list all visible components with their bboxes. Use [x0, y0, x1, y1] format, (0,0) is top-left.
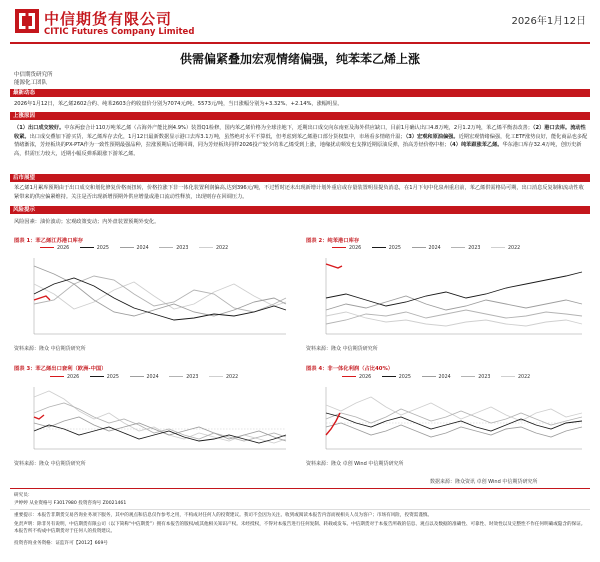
team-label: 能源化工团队 [14, 80, 48, 86]
logic-point-1-label: （1）出口成交较好。 [14, 125, 65, 131]
logic-point-4: 华东港口库存32.4万吨，创历史新高，供需压力较大，近期小幅反弹系跟涨下游苯乙烯。 [14, 142, 582, 157]
logic-point-2-label: （2）港口去库。流动性收紧。 [14, 125, 586, 140]
figure-2-chart [306, 254, 586, 340]
figure-4-chart [306, 383, 586, 455]
section-logic: 上涨原因 [10, 112, 590, 120]
logic-point-4-label: （4）纯苯跟涨苯乙烯。 [449, 142, 503, 149]
institute-label: 中信期货研究所 [14, 72, 53, 78]
section-latest: 最新动态 [10, 89, 590, 97]
figure-3-title: 图表 3：苯乙烯出口套利（欧洲-中国） [14, 366, 107, 372]
figure-3-legend: 2026 2025 2024 2023 2022 [50, 375, 247, 380]
researchers-label: 研究员： [14, 493, 33, 498]
important-notice: 重要提示：本报告非期货交易咨询业务项下服务，其中的观点和信息仅作参考之用，不构成对任何人的投资建议。我司不会因为关注、收到或阅读本报告内容而视相关人员为客户；市场有风险，投资需谨慎。 [14, 513, 433, 518]
figure-1-chart [14, 254, 290, 340]
header-divider [10, 42, 590, 44]
risk-paragraph: 风险因素：油价波动；宏观政策变动；内外盘装置预期外变化。 [14, 219, 160, 225]
figure-4-title: 图表 4：非一体化利润（占比40%） [306, 366, 394, 372]
data-source-line: 数据来源：隆众资讯 卓创 Wind 中信期货研究所 [430, 479, 538, 485]
figure-2-legend: 2026 2025 2024 2023 2022 [332, 246, 529, 251]
researcher-1: 尹婷婷 从业资格号 F3017980 投资咨询号 Z0021461 [14, 501, 127, 506]
citic-logo-icon [14, 8, 40, 34]
logic-paragraph [14, 124, 588, 158]
figure-1-legend: 2026 2025 2024 2023 2022 [40, 246, 237, 251]
figure-2-title: 图表 2：纯苯港口库存 [306, 238, 360, 244]
logic-point-3: 近期宏观情绪偏强，化工ETF涨势良好，能化商品也多配情绪渐浓，芳烃板块的PX-PTA作为一致性预期最强品种，拉涨预期后近期回调，同为芳烃板块同样2026投产较少的苯乙烯受到上涨，地缘扰动频发也支撑近期原油反弹，抬高芳烃价格中枢； [14, 133, 588, 149]
report-title: 供需偏紧叠加宏观情绪偏强，纯苯苯乙烯上涨 [179, 52, 420, 66]
latest-paragraph: 2026年1月12日，苯乙烯2602合约、纯苯2603合约收盘价分别为7074元/吨、5573元/吨，当日涨幅分别为+3.32%、+2.14%，涨幅明显。 [14, 101, 343, 107]
company-name-en: CITIC Futures Company Limited [44, 27, 195, 37]
figure-2-source: 资料来源：隆众 中信期货研究所 [306, 346, 378, 352]
figure-3-source: 资料来源：隆众 中信期货研究所 [14, 461, 86, 467]
disclaimer: 免责声明：除非另有说明，中信期货有限公司（以下简称“中信期货”）拥有本报告的版权/或其他相关知识产权。未经授权，不得对本报告进行任何复制、转载或发布。中信期货对于本报告所载的信息、观点以及数据的准确性、可靠性、时效性以及完整性不作任何明确或隐含的保证。本报告所不构成中信期货对于任何人的投资建议。 [14, 522, 586, 534]
logic-point-3-label: （3）宏观和原油偏强。 [405, 133, 459, 140]
section-risk: 风险提示 [10, 206, 590, 214]
figure-4-legend: 2026 2025 2024 2023 2022 [342, 375, 539, 380]
footer-divider-2 [10, 509, 590, 510]
company-name-cn: 中信期货有限公司 [44, 10, 173, 28]
figure-3-chart [14, 383, 290, 455]
figure-1-title: 图表 1：苯乙烯江苏港口库存 [14, 238, 84, 244]
figure-1-source: 资料来源：隆众 中信期货研究所 [14, 346, 86, 352]
logic-point-1: 中东两套合计110万吨苯乙烯（占海外产能比例4.9%）装置Q1检修，国内苯乙烯价格为全球洼地下，近期出口成交向东南亚及海外供应缺口，目前1月确认出口4.8万吨，2月1.2万吨，苯乙烯平衡表改善； [64, 125, 533, 131]
section-outlook: 后市展望 [10, 174, 590, 182]
logic-point-2: 出口成交叠加下游买货，苯乙烯库存去化，1月12日最新数据显示港口去库3.1万吨，虽然绝对水平不算低，但考虑到苯乙烯港口部分货权集中，市场看多情绪升温； [29, 133, 406, 140]
report-date: 2026年1月12日 [511, 16, 586, 27]
figure-4-source: 资料来源：隆众 卓创 Wind 中信期货研究所 [306, 461, 404, 467]
license-number: 投资咨询业务资格：证监许可【2012】669号 [14, 541, 108, 546]
footer-divider [10, 488, 590, 489]
report-header [0, 0, 600, 44]
outlook-paragraph: 苯乙烯1月累库预期由于出口成交和划化修复价格而扭转，价格拉涨下非一体化装置利润偏高,达到396元/吨，不过暂时还未出现新增计划外重启或存量装置明显提负消息，在1月下旬中化泉州重启前，苯乙烯供需格局可期，出口消息反复制和流动性收紧带来的供应偏紧维持。关注是否出现新增预期外供应增量或港口流动性释放，出现则存在回调压力。 [14, 185, 584, 200]
